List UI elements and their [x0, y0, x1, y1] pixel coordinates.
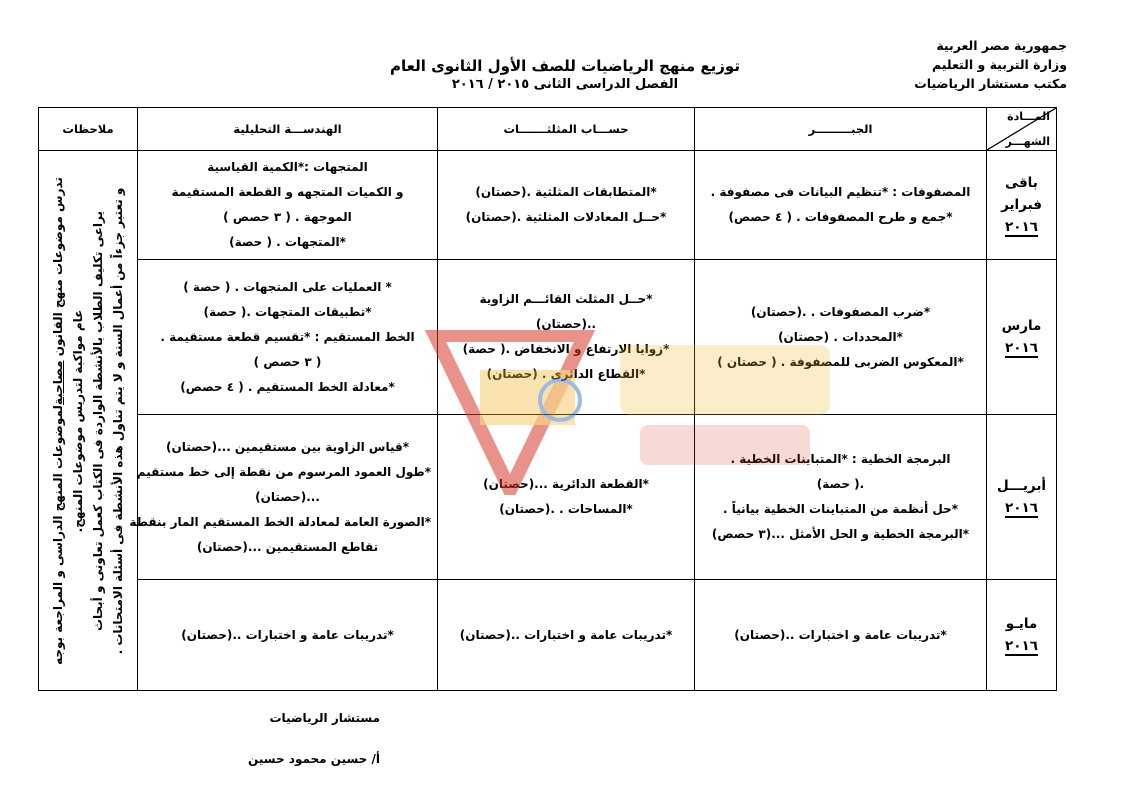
- header-line-country: جمهورية مصر العربية: [936, 38, 1067, 53]
- topic-line: تقاطع المستقيمين ...(حصتان): [196, 539, 379, 554]
- header-geometry: الهندســـة التحليلية: [138, 108, 438, 151]
- header-notes: ملاحظات: [39, 108, 138, 151]
- topic-line: *القطعة الدائرية ...(حصتان): [483, 477, 649, 491]
- topic-line: *القطاع الدائرى . (حصتان): [486, 367, 646, 381]
- month-name: أبريـــل: [996, 478, 1047, 494]
- topic-line: المصفوفات : *تنظيم البيانات فى مصفوفة .: [710, 185, 971, 199]
- algebra-cell: [695, 415, 987, 580]
- algebra-cell: [695, 580, 987, 691]
- topic-line: .( حصة): [816, 477, 865, 491]
- topic-line: البرمجة الخطية : *المتباينات الخطية .: [730, 452, 951, 466]
- geometry-cell: [129, 415, 438, 580]
- table-header-row: [39, 108, 1057, 151]
- corner-month-label: الشهـــر: [1005, 135, 1050, 148]
- topic-line: *تدريبات عامة و اختبارات ..(حصتان): [734, 627, 947, 642]
- algebra-cell: [695, 151, 987, 260]
- trig-cell: [438, 580, 695, 691]
- notes-line-3: و تعتبر جزءاً من أعمال السنة و لا يتم تناول هذه الأنشطة فى أسئلة الامتحانات .: [111, 187, 125, 654]
- document-subtitle: الفصل الدراسى الثانى ٢٠١٥ / ٢٠١٦: [451, 77, 679, 92]
- topic-line: *المتطابقات المثلثية .(حصتان): [475, 185, 657, 199]
- topic-line: ...(حصتان): [255, 489, 320, 504]
- header-line-office: مكتب مستشار الرياضيات: [914, 76, 1067, 91]
- trig-cell: [438, 151, 695, 260]
- topic-line: *البرمجة الخطية و الحل الأمثل ...(٣ حصص): [711, 527, 970, 541]
- topic-line: * العمليات على المتجهات . ( حصة ): [183, 279, 392, 294]
- month-name: باقى فبراير: [1001, 175, 1042, 213]
- topic-line: *حــل المثلث القائـــم الزاوية: [479, 292, 653, 306]
- month-year: ٢٠١٦: [1005, 219, 1038, 235]
- algebra-cell: [695, 260, 987, 415]
- trig-cell: [438, 415, 695, 580]
- geometry-cell: [138, 151, 438, 260]
- notes-underlined-word: مصاحبة: [51, 359, 65, 405]
- topic-line: *طول العمود المرسوم من نقطة إلى خط مستقيم: [136, 464, 431, 479]
- topic-line: الموجهة . ( ٣ حصص ): [223, 210, 352, 224]
- table-row: [39, 151, 1057, 260]
- month-cell: [987, 151, 1057, 260]
- notes-cell: [39, 151, 138, 691]
- month-name: مايـو: [1005, 616, 1038, 632]
- topic-line: *المحددات . (حصتان): [778, 329, 903, 344]
- topic-line: و الكميات المتجهه و القطعة المستقيمة: [171, 185, 404, 199]
- table-row: [39, 580, 1057, 691]
- notes-text: [48, 166, 128, 676]
- topic-line: *قياس الزاوية بين مستقيمين ...(حصتان): [165, 439, 410, 454]
- topic-line: ..(حصتان): [535, 317, 597, 331]
- topic-line: *المعكوس الضربى للمصفوفة . ( حصتان ): [717, 354, 964, 369]
- notes-line-1: تدرس موضوعات منهج القانون مصاحبةلموضوعات المنهج الدراسى و المراجعة بوجه عام مواكبة لتدريس موضوعات المنهج.: [51, 176, 85, 665]
- corner-header: [987, 108, 1057, 151]
- topic-line: ( ٣ حصص ): [253, 354, 322, 369]
- table-row: [39, 415, 1057, 580]
- month-cell: [987, 580, 1057, 691]
- topic-line: *تدريبات عامة و اختبارات ..(حصتان): [459, 627, 673, 642]
- month-year: ٢٠١٦: [1005, 638, 1038, 654]
- header-trig: حســـاب المثلثـــــــات: [438, 108, 695, 151]
- topic-line: *تطبيقات المتجهات .( حصة): [203, 304, 372, 319]
- signature-name: أ/ حسين محمود حسين: [248, 752, 380, 766]
- document-title: توزيع منهج الرياضيات للصف الأول الثانوى العام: [390, 57, 740, 75]
- topic-line: المتجهات :*الكمية القياسية: [207, 160, 368, 174]
- topic-line: الخط المستقيم : *تقسيم قطعة مستقيمة .: [160, 329, 415, 344]
- topic-line: *المساحات . .(حصتان): [499, 502, 633, 516]
- topic-line: *زوايا الارتفاع و الانخفاض .( حصة): [462, 342, 670, 356]
- document-title-block: [330, 56, 800, 94]
- month-year: ٢٠١٦: [1005, 340, 1038, 356]
- ministry-header: [807, 36, 1067, 93]
- month-name: مارس: [1001, 318, 1042, 334]
- topic-line: *جمع و طرح المصفوفات . ( ٤ حصص): [728, 210, 953, 224]
- topic-line: *ضرب المصفوفات . .(حصتان): [750, 304, 931, 319]
- month-cell: [987, 415, 1057, 580]
- topic-line: *المتجهات . ( حصة): [229, 235, 346, 249]
- header-line-ministry: وزارة التربية و التعليم: [931, 57, 1067, 72]
- trig-cell: [438, 260, 695, 415]
- topic-line: *حل أنظمة من المتباينات الخطية بيانياً .: [722, 502, 958, 516]
- corner-subject-label: المـــادة: [1007, 110, 1050, 123]
- month-cell: [987, 260, 1057, 415]
- geometry-cell: [138, 260, 438, 415]
- topic-line: *حــل المعادلات المثلثية .(حصتان): [465, 210, 667, 224]
- notes-line-2: يراعى تكليف الطلاب بالأنشطة الواردة فى الكتاب كعمل تعاونى و أبحاث: [91, 210, 105, 631]
- curriculum-table: [38, 107, 1057, 691]
- table-row: [39, 260, 1057, 415]
- topic-line: *تدريبات عامة و اختبارات ..(حصتان): [181, 627, 394, 642]
- month-year: ٢٠١٦: [1005, 500, 1038, 516]
- header-algebra: الجبـــــــــر: [695, 108, 987, 151]
- topic-line: *الصورة العامة لمعادلة الخط المستقيم المار بنقطة: [129, 514, 431, 529]
- topic-line: *معادلة الخط المستقيم . ( ٤ حصص): [180, 379, 395, 394]
- signature-title: مستشار الرياضيات: [269, 711, 380, 725]
- geometry-cell: [138, 580, 438, 691]
